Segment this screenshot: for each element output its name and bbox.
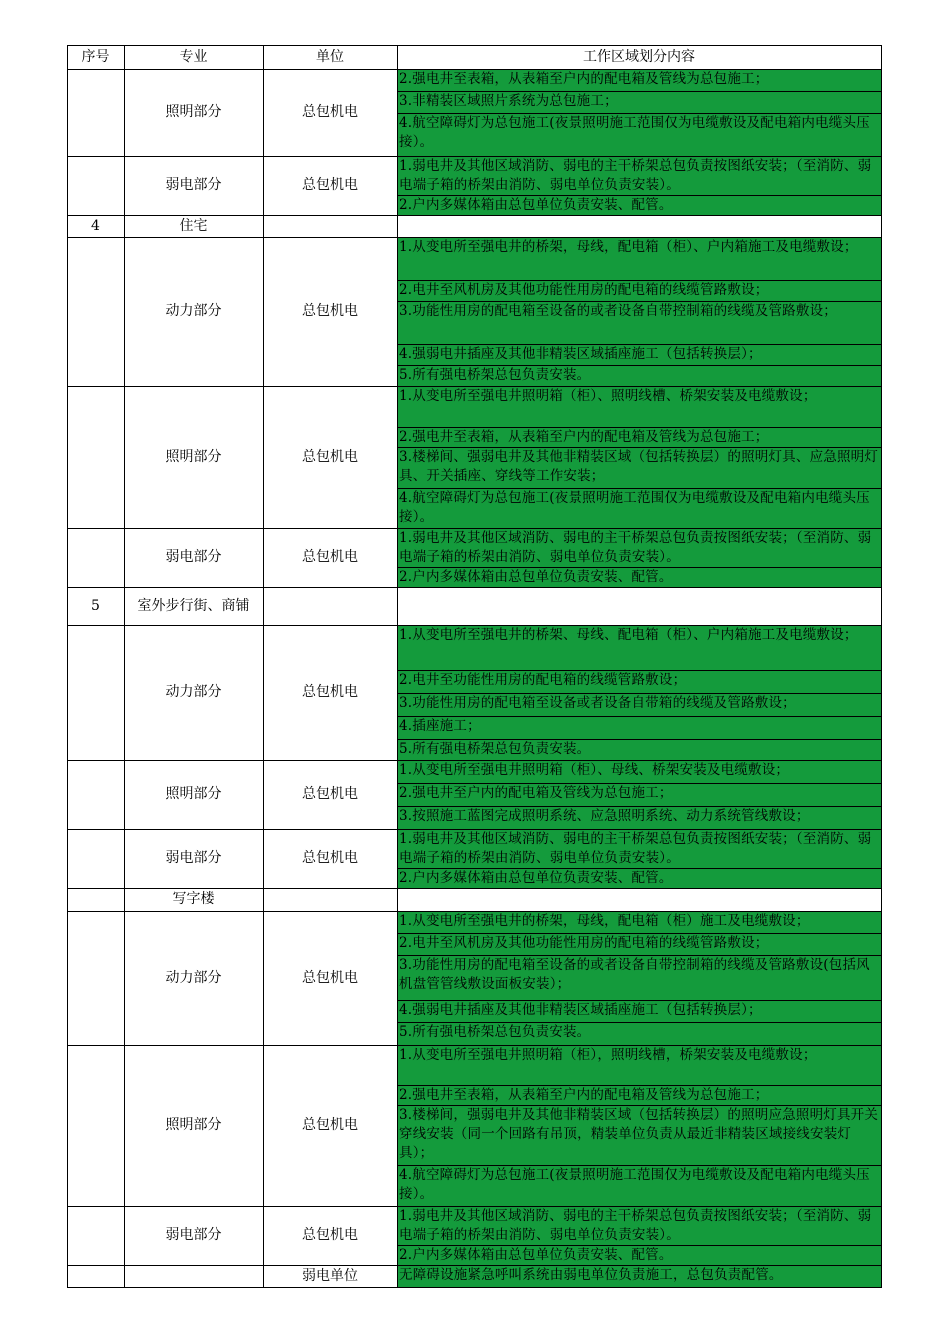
header-seq: 序号 bbox=[81, 48, 110, 65]
row-specialty: 动力部分 bbox=[165, 303, 222, 319]
work-item bbox=[397, 1245, 881, 1265]
work-item bbox=[397, 739, 881, 760]
grid-row-line bbox=[67, 237, 881, 238]
header-specialty: 专业 bbox=[179, 48, 208, 65]
header-unit: 单位 bbox=[316, 48, 344, 65]
row-unit: 总包机电 bbox=[302, 786, 358, 802]
work-item bbox=[397, 1045, 881, 1085]
row-seq bbox=[67, 156, 124, 215]
grid-column-line bbox=[67, 45, 68, 1288]
grid-row-line bbox=[67, 45, 881, 46]
work-item bbox=[397, 1000, 881, 1022]
work-item-text: 2.电井至功能性用房的配电箱的线缆管路敷设； bbox=[399, 672, 687, 688]
work-item bbox=[397, 427, 881, 447]
grid-row-line bbox=[67, 386, 881, 387]
work-item bbox=[397, 1165, 881, 1206]
work-item bbox=[397, 693, 881, 716]
work-item-text: 2.户内多媒体箱由总包单位负责安装、配管。 bbox=[399, 197, 673, 213]
row-seq bbox=[67, 1045, 124, 1206]
work-item-text: 2.强电井至表箱，从表箱至户内的配电箱及管线为总包施工； bbox=[399, 71, 769, 87]
row-specialty bbox=[124, 1265, 263, 1287]
work-item-text: 2.户内多媒体箱由总包单位负责安装、配管。 bbox=[399, 1247, 673, 1263]
row-seq bbox=[67, 625, 124, 760]
grid-row-line bbox=[67, 1045, 881, 1046]
work-item bbox=[397, 344, 881, 365]
row-unit: 总包机电 bbox=[302, 104, 358, 120]
work-item-text: 2.强电井至表箱，从表箱至户内的配电箱及管线为总包施工； bbox=[399, 429, 769, 445]
work-item-text: 1.弱电井及其他区域消防、弱电的主干桥架总包负责按图纸安装；（至消防、弱电端子箱的桥架由消防、弱电单位负责安装）。 bbox=[399, 530, 872, 565]
work-item bbox=[397, 1265, 881, 1287]
row-specialty: 弱电部分 bbox=[165, 850, 222, 866]
grid-row-line bbox=[67, 528, 881, 529]
work-item bbox=[397, 301, 881, 344]
row-unit: 弱电单位 bbox=[302, 1267, 358, 1284]
work-item-text: 2.户内多媒体箱由总包单位负责安装、配管。 bbox=[399, 870, 673, 886]
grid-row-line bbox=[67, 69, 881, 70]
work-item-text: 无障碍设施紧急呼叫系统由弱电单位负责施工，总包负责配管。 bbox=[399, 1267, 783, 1283]
grid-column-line bbox=[881, 45, 882, 1288]
work-item-text: 1.从变电所至强电井的桥架、母线、配电箱（柜）、户内箱施工及电缆敷设； bbox=[399, 627, 858, 643]
row-unit: 总包机电 bbox=[302, 1227, 358, 1243]
row-unit bbox=[263, 587, 397, 625]
work-item bbox=[397, 911, 881, 933]
header-content: 工作区域划分内容 bbox=[583, 48, 695, 65]
row-seq bbox=[67, 69, 124, 156]
row-unit bbox=[263, 215, 397, 237]
row-unit: 总包机电 bbox=[302, 303, 358, 319]
work-item-text: 1.弱电井及其他区域消防、弱电的主干桥架总包负责按图纸安装；（至消防、弱电端子箱的桥架由消防、弱电单位负责安装）。 bbox=[399, 158, 872, 193]
row-seq bbox=[67, 829, 124, 888]
row-seq bbox=[67, 528, 124, 587]
row-seq bbox=[67, 911, 124, 1045]
work-item-text: 3.非精装区域照片系统为总包施工； bbox=[399, 93, 618, 109]
work-item-text: 4.航空障碍灯为总包施工(夜景照明施工范围仅为电缆敷设及配电箱内电缆头压接）。 bbox=[399, 1167, 870, 1202]
work-item-text: 5.所有强电桥架总包负责安装。 bbox=[399, 1024, 591, 1040]
work-item bbox=[397, 528, 881, 567]
row-specialty: 住宅 bbox=[179, 217, 208, 234]
row-seq: 4 bbox=[91, 217, 100, 234]
work-item bbox=[397, 1085, 881, 1105]
row-specialty: 照明部分 bbox=[165, 786, 222, 802]
row-unit: 总包机电 bbox=[302, 684, 358, 700]
work-item-text: 3.功能性用房的配电箱至设备的或者设备自带控制箱的线缆及管路敷设； bbox=[399, 303, 837, 319]
work-item-text: 2.强电井至表箱，从表箱至户内的配电箱及管线为总包施工； bbox=[399, 1087, 769, 1103]
work-item bbox=[397, 280, 881, 301]
work-item bbox=[397, 447, 881, 488]
work-item bbox=[397, 1022, 881, 1045]
work-item bbox=[397, 237, 881, 280]
work-item bbox=[397, 1105, 881, 1165]
row-unit: 总包机电 bbox=[302, 549, 358, 565]
row-unit: 总包机电 bbox=[302, 1117, 358, 1133]
work-item-text: 2.电井至风机房及其他功能性用房的配电箱的线缆管路敷设； bbox=[399, 935, 769, 951]
row-seq bbox=[67, 888, 124, 911]
grid-row-line bbox=[67, 156, 881, 157]
grid-row-line bbox=[67, 215, 881, 216]
row-specialty: 照明部分 bbox=[165, 104, 222, 120]
row-specialty: 室外步行街、商铺 bbox=[137, 597, 250, 614]
work-division-table bbox=[67, 45, 881, 1288]
work-item bbox=[397, 195, 881, 215]
work-item bbox=[397, 955, 881, 1000]
work-item bbox=[397, 113, 881, 156]
row-specialty: 弱电部分 bbox=[165, 1227, 222, 1243]
row-unit: 总包机电 bbox=[302, 177, 358, 193]
work-item-text: 2.电井至风机房及其他功能性用房的配电箱的线缆管路敷设； bbox=[399, 282, 769, 298]
work-item-text: 3.楼梯间，强弱电井及其他非精装区域（包括转换层）的照明应急照明灯具开关穿线安装（同一个回路有吊顶，精装单位负责从最近非精装区域接线安装灯具）； bbox=[399, 1107, 879, 1161]
row-seq bbox=[67, 1265, 124, 1287]
work-item-text: 4.插座施工； bbox=[399, 718, 481, 734]
work-item bbox=[397, 69, 881, 91]
work-item bbox=[397, 567, 881, 587]
work-item-text: 1.从变电所至强电井的桥架，母线，配电箱（柜）施工及电缆敷设； bbox=[399, 913, 810, 929]
work-item-text: 1.弱电井及其他区域消防、弱电的主干桥架总包负责按图纸安装；（至消防、弱电端子箱的桥架由消防、弱电单位负责安装）。 bbox=[399, 831, 872, 866]
work-item-text: 3.功能性用房的配电箱至设备或者设备自带箱的线缆及管路敷设； bbox=[399, 695, 796, 711]
grid-row-line bbox=[67, 587, 881, 588]
row-unit: 总包机电 bbox=[302, 850, 358, 866]
work-item bbox=[397, 716, 881, 739]
grid-row-line bbox=[67, 1265, 881, 1266]
work-item bbox=[397, 386, 881, 427]
work-item-text: 4.航空障碍灯为总包施工(夜景照明施工范围仅为电缆敷设及配电箱内电缆头压接）。 bbox=[399, 490, 870, 525]
work-item-text: 3.功能性用房的配电箱至设备的或者设备自带控制箱的线缆及管路敷设(包括风机盘管管线敷设面板安装）； bbox=[399, 957, 870, 992]
work-item bbox=[397, 156, 881, 195]
work-item-text: 4.航空障碍灯为总包施工(夜景照明施工范围仅为电缆敷设及配电箱内电缆头压接）。 bbox=[399, 115, 870, 150]
work-item bbox=[397, 625, 881, 670]
work-item-text: 5.所有强电桥架总包负责安装。 bbox=[399, 367, 591, 383]
work-item-text: 4.强弱电井插座及其他非精装区域插座施工（包括转换层）； bbox=[399, 1002, 762, 1018]
row-seq bbox=[67, 760, 124, 829]
row-seq bbox=[67, 386, 124, 528]
work-item-text: 3.楼梯间、强弱电井及其他非精装区域（包括转换层）的照明灯具、应急照明灯具、开关插座、穿线等工作安装； bbox=[399, 449, 879, 484]
grid-row-line bbox=[67, 888, 881, 889]
grid-row-line bbox=[67, 760, 881, 761]
row-specialty: 照明部分 bbox=[165, 448, 222, 465]
work-item bbox=[397, 488, 881, 528]
row-unit: 总包机电 bbox=[302, 448, 358, 465]
work-item-text: 1.弱电井及其他区域消防、弱电的主干桥架总包负责按图纸安装；（至消防、弱电端子箱的桥架由消防、弱电单位负责安装）。 bbox=[399, 1208, 872, 1243]
work-item-text: 1.从变电所至强电井的桥架，母线，配电箱（柜）、户内箱施工及电缆敷设； bbox=[399, 239, 858, 255]
row-specialty: 照明部分 bbox=[165, 1117, 222, 1133]
row-unit bbox=[263, 888, 397, 911]
work-item-text: 5.所有强电桥架总包负责安装。 bbox=[399, 741, 591, 757]
work-item bbox=[397, 806, 881, 829]
grid-column-line bbox=[124, 45, 125, 1288]
work-item bbox=[397, 933, 881, 955]
work-item-text: 1.从变电所至强电井照明箱（柜），照明线槽，桥架安装及电缆敷设； bbox=[399, 1047, 817, 1063]
row-seq: 5 bbox=[91, 597, 100, 614]
grid-row-line bbox=[67, 829, 881, 830]
grid-column-line bbox=[397, 45, 398, 1288]
work-item-text: 4.强弱电井插座及其他非精装区域插座施工（包括转换层）； bbox=[399, 346, 762, 362]
row-specialty: 弱电部分 bbox=[165, 549, 222, 565]
grid-column-line bbox=[263, 45, 264, 1288]
row-specialty: 动力部分 bbox=[165, 969, 222, 986]
work-item bbox=[397, 670, 881, 693]
row-seq bbox=[67, 1206, 124, 1265]
row-specialty: 弱电部分 bbox=[165, 177, 222, 193]
work-item-text: 1.从变电所至强电井照明箱（柜）、母线、桥架安装及电缆敷设； bbox=[399, 762, 790, 778]
row-specialty: 写字楼 bbox=[172, 891, 215, 907]
row-specialty: 动力部分 bbox=[165, 684, 222, 700]
work-item-text: 2.户内多媒体箱由总包单位负责安装、配管。 bbox=[399, 569, 673, 585]
work-item bbox=[397, 91, 881, 113]
grid-row-line bbox=[67, 625, 881, 626]
grid-row-line bbox=[67, 1287, 881, 1288]
work-item bbox=[397, 365, 881, 386]
work-item bbox=[397, 783, 881, 806]
row-seq bbox=[67, 237, 124, 386]
work-item-text: 3.按照施工蓝图完成照明系统、应急照明系统、动力系统管线敷设； bbox=[399, 808, 810, 824]
work-item-text: 2.强电井至户内的配电箱及管线为总包施工； bbox=[399, 785, 673, 801]
work-item bbox=[397, 1206, 881, 1245]
work-item-text: 1.从变电所至强电井照明箱（柜）、照明线槽、桥架安装及电缆敷设； bbox=[399, 388, 817, 404]
work-item bbox=[397, 868, 881, 888]
work-item bbox=[397, 760, 881, 783]
grid-row-line bbox=[67, 1206, 881, 1207]
row-unit: 总包机电 bbox=[302, 969, 358, 986]
grid-row-line bbox=[67, 911, 881, 912]
work-item bbox=[397, 829, 881, 868]
